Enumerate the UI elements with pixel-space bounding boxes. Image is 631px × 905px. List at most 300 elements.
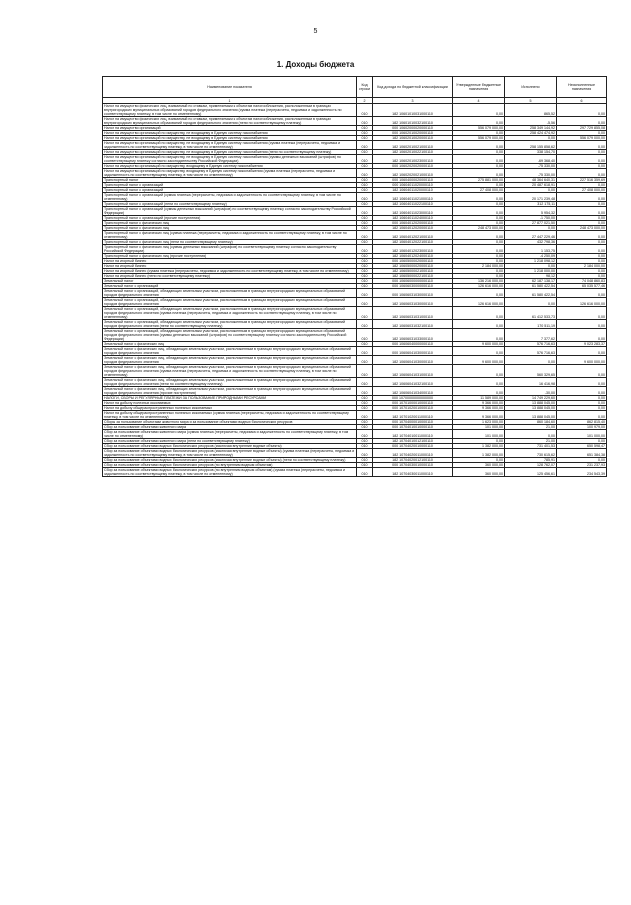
- line-code-cell: 010: [357, 439, 373, 444]
- approved-amount-cell: 0,00: [453, 320, 505, 329]
- indicator-name-cell: Земельный налог с физических лиц: [103, 342, 357, 347]
- classification-code-cell: 000 10701000010000110: [373, 401, 453, 406]
- table-row: [103, 307, 607, 320]
- line-code-cell: 010: [357, 458, 373, 463]
- unexecuted-amount-cell: 556 079 000,00: [557, 136, 607, 141]
- line-code-cell: 010: [357, 155, 373, 164]
- table-row: [103, 356, 607, 365]
- classification-code-cell: 182 10604012021000110: [373, 231, 453, 240]
- unexecuted-amount-cell: 0,00: [557, 347, 607, 356]
- document-title: 1. Доходы бюджета: [276, 60, 355, 69]
- unexecuted-amount-cell: 0,00: [557, 274, 607, 279]
- indicator-name-cell: Земельный налог с физических лиц, обладающих земельным участком, расположенным в границах внутригородских муниципальных образований городов федерального значения: [103, 347, 357, 356]
- line-code-cell: 010: [357, 104, 373, 117]
- executed-amount-cell: 125 456,61: [505, 468, 557, 477]
- table-row: [103, 320, 607, 329]
- approved-amount-cell: 0,00: [453, 164, 505, 169]
- approved-amount-cell: 0,00: [453, 387, 505, 396]
- line-code-cell: 010: [357, 430, 373, 439]
- executed-amount-cell: 7 377,62: [505, 329, 557, 342]
- approved-amount-cell: 360 000,00: [453, 468, 505, 477]
- classification-code-cell: 182 10606041030000110: [373, 356, 453, 365]
- approved-amount-cell: 0,00: [453, 307, 505, 320]
- unexecuted-amount-cell: 0,00: [557, 387, 607, 396]
- indicator-name-cell: Сбор за пользование объектами животного мира: [103, 425, 357, 430]
- line-code-cell: 010: [357, 298, 373, 307]
- unexecuted-amount-cell: 0,00: [557, 245, 607, 254]
- line-code-cell: 010: [357, 387, 373, 396]
- classification-code-cell: 000 10602000020000110: [373, 126, 453, 131]
- classification-code-cell: 182 10701020011000110: [373, 411, 453, 420]
- classification-code-cell: 182 10704010012100110: [373, 439, 453, 444]
- classification-code-cell: 182 10604011022100110: [373, 202, 453, 207]
- line-code-cell: 010: [357, 183, 373, 188]
- indicator-name-cell: Сбор за пользование объектами водных биологических ресурсов (по внутренним водным объектам) (сумма платежа (перерасчеты, недоимка и задолженность по соответствующему платежу, в том числе по отмененному): [103, 468, 357, 477]
- executed-amount-cell: 20 171 239,48: [505, 193, 557, 202]
- unexecuted-amount-cell: 227 516 359,69: [557, 178, 607, 183]
- approved-amount-cell: 2 184 000,00: [453, 264, 505, 269]
- executed-amount-cell: 27 877 021,50: [505, 221, 557, 226]
- classification-code-cell: 182 10604012020000110: [373, 226, 453, 231]
- table-row: [103, 231, 607, 240]
- line-code-cell: 010: [357, 307, 373, 320]
- line-code-cell: 010: [357, 279, 373, 284]
- classification-code-cell: 182 10704010011000110: [373, 430, 453, 439]
- line-code-cell: 010: [357, 463, 373, 468]
- approved-amount-cell: 248 473 000,00: [453, 226, 505, 231]
- indicator-name-cell: Налог на имущество организаций по имуществу, не входящему в Единую систему газоснабжения (суммы денежных взысканий (штрафов) по соответствующему платежу согласно законодательству Российской Федерации): [103, 155, 357, 164]
- budget-income-table: [102, 76, 607, 477]
- approved-amount-cell: 0,00: [453, 150, 505, 155]
- table-header-row: [103, 77, 607, 98]
- unexecuted-amount-cell: 0,00: [557, 155, 607, 164]
- executed-amount-cell: 0,00: [505, 136, 557, 141]
- line-code-cell: 010: [357, 401, 373, 406]
- table-row: [103, 289, 607, 298]
- approved-amount-cell: 0,00: [453, 254, 505, 259]
- indicator-name-cell: Земельный налог с физических лиц, обладающих земельным участком, расположенным в границах внутригородских муниципальных образований городов федерального значения (сумма платежа (перерасчеты, недоимка и задолженность по соответствующему платежу, в том числе по отмененному): [103, 365, 357, 378]
- unexecuted-amount-cell: 126 616 000,00: [557, 298, 607, 307]
- indicator-name-cell: Налог на игорный бизнес (сумма платежа (перерасчеты, недоимка и задолженность по соответствующему платежу, в том числе по отмененному): [103, 269, 357, 274]
- classification-code-cell: 182 10604011021000110: [373, 193, 453, 202]
- unexecuted-amount-cell: 0,00: [557, 216, 607, 221]
- indicator-name-cell: Транспортный налог с физических лиц (сумма платежа (перерасчеты, недоимка и задолженность по соответствующему платежу, в том числе по отмененному): [103, 231, 357, 240]
- executed-amount-cell: 0,00: [505, 430, 557, 439]
- unexecuted-amount-cell: 0,00: [557, 131, 607, 136]
- line-code-cell: 010: [357, 411, 373, 420]
- indicator-name-cell: Налог на игорный бизнес: [103, 264, 357, 269]
- approved-amount-cell: 0,00: [453, 347, 505, 356]
- table-row: [103, 387, 607, 396]
- column-number: 1: [103, 98, 357, 104]
- approved-amount-cell: 126 616 000,00: [453, 284, 505, 289]
- unexecuted-amount-cell: 0,00: [557, 307, 607, 320]
- line-code-cell: 010: [357, 365, 373, 378]
- line-code-cell: 010: [357, 269, 373, 274]
- unexecuted-amount-cell: 0,00: [557, 150, 607, 155]
- unexecuted-amount-cell: 0,00: [557, 231, 607, 240]
- executed-amount-cell: 0,00: [505, 264, 557, 269]
- indicator-name-cell: Земельный налог с организаций, обладающих земельным участком, расположенным в границах внутригородских муниципальных образований городов федерального значения (суммы денежных взысканий (штрафов) по соответствующему платежу согласно законодательству Российской Федерации): [103, 329, 357, 342]
- indicator-name-cell: Транспортный налог с организаций (сумма платежа (перерасчеты, недоимка и задолженность по соответствующему платежу, в том числе по отмененному): [103, 193, 357, 202]
- unexecuted-amount-cell: 0,00: [557, 221, 607, 226]
- unexecuted-amount-cell: 0,00: [557, 396, 607, 401]
- line-code-cell: 010: [357, 406, 373, 411]
- column-number: 2: [357, 98, 373, 104]
- line-code-cell: 010: [357, 202, 373, 207]
- approved-amount-cell: 0,00: [453, 439, 505, 444]
- indicator-name-cell: НАЛОГИ, СБОРЫ И РЕГУЛЯРНЫЕ ПЛАТЕЖИ ЗА ПОЛЬЗОВАНИЕ ПРИРОДНЫМИ РЕСУРСАМИ: [103, 396, 357, 401]
- line-code-cell: 010: [357, 141, 373, 150]
- indicator-name-cell: Транспортный налог с физических лиц: [103, 226, 357, 231]
- classification-code-cell: 182 10602010020000110: [373, 136, 453, 141]
- indicator-name-cell: Транспортный налог с организаций (суммы денежных взысканий (штрафов) по соответствующему платежу согласно законодательству Российской Федерации): [103, 207, 357, 216]
- table-row: [103, 298, 607, 307]
- classification-code-cell: 182 10602010021000110: [373, 141, 453, 150]
- indicator-name-cell: Транспортный налог с организаций (пени по соответствующему платежу): [103, 202, 357, 207]
- line-code-cell: 010: [357, 178, 373, 183]
- indicator-name-cell: Земельный налог: [103, 279, 357, 284]
- indicator-name-cell: Налог на имущество физических лиц, взимаемый по ставкам, применяемым к объектам налогообложения, расположенным в границах внутригородских муниципальных образований городов федерального значения (пени по соответствующему платежу): [103, 117, 357, 126]
- executed-amount-cell: 1 218 098,12: [505, 259, 557, 264]
- unexecuted-amount-cell: 0,00: [557, 411, 607, 420]
- executed-amount-cell: 312 175,11: [505, 202, 557, 207]
- executed-amount-cell: 258 349 144,92: [505, 126, 557, 131]
- executed-amount-cell: 98,12: [505, 274, 557, 279]
- approved-amount-cell: 556 079 000,00: [453, 136, 505, 141]
- line-code-cell: 010: [357, 150, 373, 155]
- unexecuted-amount-cell: 650 598,47: [557, 444, 607, 449]
- line-code-cell: 010: [357, 169, 373, 178]
- table-row: [103, 141, 607, 150]
- indicator-name-cell: Транспортный налог с организаций: [103, 183, 357, 188]
- line-code-cell: 010: [357, 320, 373, 329]
- table-row: [103, 378, 607, 387]
- approved-amount-cell: 11 589 000,00: [453, 396, 505, 401]
- classification-code-cell: 182 10602010023000110: [373, 155, 453, 164]
- executed-amount-cell: -69 368,40: [505, 155, 557, 164]
- executed-amount-cell: 48 364 640,31: [505, 178, 557, 183]
- approved-amount-cell: 126 616 000,00: [453, 298, 505, 307]
- unexecuted-amount-cell: 0,00: [557, 117, 607, 126]
- line-code-cell: 010: [357, 378, 373, 387]
- approved-amount-cell: 0,00: [453, 117, 505, 126]
- classification-code-cell: 182 10606041034000110: [373, 387, 453, 396]
- approved-amount-cell: 0,00: [453, 458, 505, 463]
- classification-code-cell: 000 10604012020000110: [373, 221, 453, 226]
- executed-amount-cell: 0,00: [505, 298, 557, 307]
- line-code-cell: 010: [357, 329, 373, 342]
- unexecuted-amount-cell: 248 473 000,00: [557, 226, 607, 231]
- line-code-cell: 010: [357, 131, 373, 136]
- unexecuted-amount-cell: 0,00: [557, 104, 607, 117]
- approved-amount-cell: 556 079 000,00: [453, 126, 505, 131]
- indicator-name-cell: Земельный налог с физических лиц, обладающих земельным участком, расположенным в границах внутригородских муниципальных образований городов федерального значения (прочие поступления): [103, 387, 357, 396]
- executed-amount-cell: 865,52: [505, 104, 557, 117]
- table-row: [103, 245, 607, 254]
- table-row: [103, 430, 607, 439]
- classification-code-cell: 182 10606031031000110: [373, 307, 453, 320]
- line-code-cell: 010: [357, 221, 373, 226]
- classification-code-cell: 182 10601010032100110: [373, 117, 453, 126]
- unexecuted-amount-cell: 0,00: [557, 202, 607, 207]
- executed-amount-cell: 0,00: [505, 356, 557, 365]
- line-code-cell: 010: [357, 207, 373, 216]
- indicator-name-cell: Налог на имущество организаций по имуществу, не входящему в Единую систему газоснабжения: [103, 131, 357, 136]
- unexecuted-amount-cell: 0,00: [557, 269, 607, 274]
- unexecuted-amount-cell: 0,00: [557, 207, 607, 216]
- line-code-cell: 010: [357, 240, 373, 245]
- executed-amount-cell: 21,00: [505, 439, 557, 444]
- header-approved-appropriations: Утвержденные бюджетные назначения: [453, 77, 505, 98]
- executed-amount-cell: 62 187 138,17: [505, 279, 557, 284]
- executed-amount-cell: 560 329,65: [505, 365, 557, 378]
- executed-amount-cell: -30,00: [505, 387, 557, 396]
- classification-code-cell: 182 10704020012100110: [373, 458, 453, 463]
- unexecuted-amount-cell: 0,00: [557, 289, 607, 298]
- approved-amount-cell: 0,00: [453, 183, 505, 188]
- unexecuted-amount-cell: 0,00: [557, 320, 607, 329]
- indicator-name-cell: Земельный налог с физических лиц, обладающих земельным участком, расположенным в границах внутригородских муниципальных образований городов федерального значения (пени по соответствующему платежу): [103, 378, 357, 387]
- executed-amount-cell: -5,56: [505, 117, 557, 126]
- approved-amount-cell: 360 000,00: [453, 463, 505, 468]
- executed-amount-cell: 576 716,63: [505, 342, 557, 347]
- classification-code-cell: 000 10704030010000110: [373, 463, 453, 468]
- classification-code-cell: 000 10704010010000110: [373, 425, 453, 430]
- unexecuted-amount-cell: 65 035 577,46: [557, 284, 607, 289]
- line-code-cell: 010: [357, 188, 373, 193]
- executed-amount-cell: 1 218 000,00: [505, 269, 557, 274]
- table-row: [103, 207, 607, 216]
- unexecuted-amount-cell: 0,00: [557, 406, 607, 411]
- indicator-name-cell: Транспортный налог с организаций (прочие поступления): [103, 216, 357, 221]
- classification-code-cell: 182 10602010022100110: [373, 150, 453, 155]
- executed-amount-cell: 258 424 474,92: [505, 131, 557, 136]
- unexecuted-amount-cell: 0,00: [557, 169, 607, 178]
- approved-amount-cell: 9 366 000,00: [453, 406, 505, 411]
- approved-amount-cell: 0,00: [453, 289, 505, 298]
- unexecuted-amount-cell: 231 237,93: [557, 463, 607, 468]
- executed-amount-cell: 128 762,07: [505, 463, 557, 468]
- executed-amount-cell: 1 153,75: [505, 245, 557, 254]
- line-code-cell: 010: [357, 216, 373, 221]
- unexecuted-amount-cell: 0,00: [557, 458, 607, 463]
- indicator-name-cell: Сбор за пользование объектами водных биологических ресурсов (исключая внутренние водные объекты): [103, 444, 357, 449]
- unexecuted-amount-cell: 9 600 000,00: [557, 356, 607, 365]
- classification-code-cell: 000 10704020010000110: [373, 444, 453, 449]
- indicator-name-cell: Транспортный налог с физических лиц (пени по соответствующему платежу): [103, 240, 357, 245]
- table-row: [103, 365, 607, 378]
- column-number: 3: [373, 98, 453, 104]
- executed-amount-cell: 27 447 229,46: [505, 231, 557, 240]
- unexecuted-amount-cell: 0,00: [557, 439, 607, 444]
- unexecuted-amount-cell: 0,00: [557, 254, 607, 259]
- indicator-name-cell: Налог на имущество организаций: [103, 126, 357, 131]
- executed-amount-cell: 170 511,19: [505, 320, 557, 329]
- line-code-cell: 010: [357, 420, 373, 425]
- unexecuted-amount-cell: 27 408 000,00: [557, 188, 607, 193]
- classification-code-cell: 182 10606041032100110: [373, 378, 453, 387]
- indicator-name-cell: Земельный налог с организаций, обладающих земельным участком, расположенным в границах внутригородских муниципальных образований городов федерального значения: [103, 298, 357, 307]
- classification-code-cell: 000 10701020010000110: [373, 406, 453, 411]
- executed-amount-cell: 576 716,63: [505, 347, 557, 356]
- approved-amount-cell: 0,00: [453, 269, 505, 274]
- indicator-name-cell: Транспортный налог с организаций: [103, 188, 357, 193]
- unexecuted-amount-cell: 101 000,00: [557, 430, 607, 439]
- table-row: [103, 449, 607, 458]
- table-row: [103, 104, 607, 117]
- table-row: [103, 347, 607, 356]
- approved-amount-cell: 0,00: [453, 259, 505, 264]
- executed-amount-cell: 21,00: [505, 425, 557, 430]
- executed-amount-cell: 13 888 045,00: [505, 406, 557, 411]
- header-executed: Исполнено: [505, 77, 557, 98]
- line-code-cell: 010: [357, 347, 373, 356]
- approved-amount-cell: 0,00: [453, 216, 505, 221]
- unexecuted-amount-cell: 0,00: [557, 259, 607, 264]
- indicator-name-cell: Налог на добычу общераспространенных полезных ископаемых (сумма платежа (перерасчеты, недоимка и задолженность по соответствующему платежу, в том числе по отмененному): [103, 411, 357, 420]
- page-number: 5: [313, 28, 318, 35]
- classification-code-cell: 182 10604011020000110: [373, 188, 453, 193]
- executed-amount-cell: 16 416,98: [505, 378, 557, 387]
- approved-amount-cell: 0,00: [453, 104, 505, 117]
- indicator-name-cell: Транспортный налог: [103, 178, 357, 183]
- executed-amount-cell: 61 412 533,73: [505, 307, 557, 320]
- indicator-name-cell: Земельный налог с организаций: [103, 284, 357, 289]
- header-indicator-name: Наименование показателя: [103, 77, 357, 98]
- classification-code-cell: 000 10606030000000110: [373, 284, 453, 289]
- header-budget-classification-code: Код дохода по бюджетной классификации: [373, 77, 453, 98]
- approved-amount-cell: 0,00: [453, 365, 505, 378]
- approved-amount-cell: 0,00: [453, 274, 505, 279]
- classification-code-cell: 000 10604011020000110: [373, 183, 453, 188]
- unexecuted-amount-cell: 0,00: [557, 240, 607, 245]
- classification-code-cell: 000 10700000000000000: [373, 396, 453, 401]
- indicator-name-cell: Сбор за пользование объектами животного мира (пени по соответствующему платежу): [103, 439, 357, 444]
- line-code-cell: 010: [357, 274, 373, 279]
- indicator-name-cell: Земельный налог с организаций, обладающих земельным участком, расположенным в границах внутригородских муниципальных образований городов федерального значения: [103, 289, 357, 298]
- executed-amount-cell: 0,00: [505, 188, 557, 193]
- indicator-name-cell: Земельный налог с организаций, обладающих земельным участком, расположенным в границах внутригородских муниципальных образований городов федерального значения (пени по соответствующему платежу): [103, 320, 357, 329]
- indicator-name-cell: Сбор за пользование объектами животного мира (сумма платежа (перерасчеты, недоимка и задолженность по соответствующему платежу, в том числе по отмененному): [103, 430, 357, 439]
- line-code-cell: 010: [357, 245, 373, 254]
- approved-amount-cell: 0,00: [453, 240, 505, 245]
- table-row: [103, 329, 607, 342]
- classification-code-cell: 000 10605000020000110: [373, 259, 453, 264]
- line-code-cell: 010: [357, 396, 373, 401]
- header-line-code: Код строки: [357, 77, 373, 98]
- table-body: [103, 104, 607, 477]
- indicator-name-cell: Налог на имущество организаций по имуществу, не входящему в Единую систему газоснабжения (сумма платежа (перерасчеты, недоимка и задолженность по соответствующему платежу, в том числе по отмененному): [103, 141, 357, 150]
- indicator-name-cell: Транспортный налог с физических лиц (прочие поступления): [103, 254, 357, 259]
- classification-code-cell: 182 10605000020000110: [373, 264, 453, 269]
- column-number: 5: [505, 98, 557, 104]
- unexecuted-amount-cell: 0,00: [557, 141, 607, 150]
- approved-amount-cell: 101 000,00: [453, 425, 505, 430]
- indicator-name-cell: Налог на игорный бизнес (пени по соответствующему платежу): [103, 274, 357, 279]
- table-row: [103, 169, 607, 178]
- classification-code-cell: 182 10605000021000110: [373, 269, 453, 274]
- table-row: [103, 117, 607, 126]
- approved-amount-cell: 27 408 000,00: [453, 188, 505, 193]
- classification-code-cell: 182 10704030011000110: [373, 468, 453, 477]
- indicator-name-cell: Сбор за пользование объектами водных биологических ресурсов (по внутренним водным объектам): [103, 463, 357, 468]
- unexecuted-amount-cell: 2 184 000,00: [557, 264, 607, 269]
- indicator-name-cell: Сборы за пользование объектами животного мира и за пользование объектами водных биологических ресурсов: [103, 420, 357, 425]
- executed-amount-cell: 338 154,70: [505, 150, 557, 155]
- classification-code-cell: 182 10604011023000110: [373, 207, 453, 216]
- unexecuted-amount-cell: 0,00: [557, 329, 607, 342]
- classification-code-cell: 182 10606031033000110: [373, 329, 453, 342]
- approved-amount-cell: 136 216 000,00: [453, 279, 505, 284]
- executed-amount-cell: -1 750,00: [505, 216, 557, 221]
- indicator-name-cell: Транспортный налог с физических лиц: [103, 221, 357, 226]
- indicator-name-cell: Земельный налог с организаций, обладающих земельным участком, расположенным в границах внутригородских муниципальных образований городов федерального значения (сумма платежа (перерасчеты, недоимка и задолженность по соответствующему платежу, в том числе по отмененному): [103, 307, 357, 320]
- approved-amount-cell: 0,00: [453, 245, 505, 254]
- indicator-name-cell: Налог на добычу общераспространенных полезных ископаемых: [103, 406, 357, 411]
- approved-amount-cell: 9 366 000,00: [453, 401, 505, 406]
- classification-code-cell: 000 10606041030000110: [373, 347, 453, 356]
- classification-code-cell: 000 10604000020000110: [373, 178, 453, 183]
- approved-amount-cell: 0,00: [453, 221, 505, 226]
- indicator-name-cell: Налог на имущество организаций по имуществу, не входящему в Единую систему газоснабжения (пени по соответствующему платежу): [103, 150, 357, 155]
- approved-amount-cell: 0,00: [453, 169, 505, 178]
- indicator-name-cell: Налог на добычу полезных ископаемых: [103, 401, 357, 406]
- classification-code-cell: 000 10602020020000110: [373, 164, 453, 169]
- classification-code-cell: 182 10601010031000110: [373, 104, 453, 117]
- executed-amount-cell: 785,91: [505, 458, 557, 463]
- table-row: [103, 193, 607, 202]
- approved-amount-cell: 1 382 000,00: [453, 449, 505, 458]
- classification-code-cell: 182 10604012022100110: [373, 240, 453, 245]
- executed-amount-cell: 432 798,36: [505, 240, 557, 245]
- approved-amount-cell: 9 600 000,00: [453, 342, 505, 347]
- classification-code-cell: 182 10606031030000110: [373, 298, 453, 307]
- classification-code-cell: 000 10606040000000110: [373, 342, 453, 347]
- approved-amount-cell: 0,00: [453, 231, 505, 240]
- table-row: [103, 411, 607, 420]
- line-code-cell: 010: [357, 449, 373, 458]
- executed-amount-cell: 5 954,32: [505, 207, 557, 216]
- header-unexecuted-appropriations: Неисполненные назначения: [557, 77, 607, 98]
- unexecuted-amount-cell: 0,00: [557, 193, 607, 202]
- executed-amount-cell: -4 250,09: [505, 254, 557, 259]
- approved-amount-cell: 9 366 000,00: [453, 411, 505, 420]
- indicator-name-cell: Транспортный налог с физических лиц (суммы денежных взысканий (штрафов) по соответствующему платежу согласно законодательству Российской Федерации): [103, 245, 357, 254]
- line-code-cell: 010: [357, 136, 373, 141]
- unexecuted-amount-cell: 100 979,00: [557, 425, 607, 430]
- classification-code-cell: 000 10606000000000110: [373, 279, 453, 284]
- approved-amount-cell: 1 382 000,00: [453, 444, 505, 449]
- approved-amount-cell: 0,00: [453, 141, 505, 150]
- approved-amount-cell: 0,00: [453, 155, 505, 164]
- executed-amount-cell: -75 330,00: [505, 169, 557, 178]
- line-code-cell: 010: [357, 254, 373, 259]
- unexecuted-amount-cell: 651 384,38: [557, 449, 607, 458]
- approved-amount-cell: 275 881 000,00: [453, 178, 505, 183]
- approved-amount-cell: 0,00: [453, 207, 505, 216]
- approved-amount-cell: 101 000,00: [453, 430, 505, 439]
- line-code-cell: 010: [357, 444, 373, 449]
- column-number: 4: [453, 98, 505, 104]
- indicator-name-cell: Налог на игорный бизнес: [103, 259, 357, 264]
- unexecuted-amount-cell: 0,00: [557, 164, 607, 169]
- unexecuted-amount-cell: 9 023 283,37: [557, 342, 607, 347]
- line-code-cell: 010: [357, 425, 373, 430]
- line-code-cell: 010: [357, 226, 373, 231]
- classification-code-cell: 182 10605000022100110: [373, 274, 453, 279]
- indicator-name-cell: Налог на имущество физических лиц, взимаемый по ставкам, применяемым к объектам налогообложения, расположенным в границах внутригородских муниципальных образований городов федерального значения (сумма платежа (перерасчеты, недоимка и задолженность по соответствующему платежу, в том числе по отмененному): [103, 104, 357, 117]
